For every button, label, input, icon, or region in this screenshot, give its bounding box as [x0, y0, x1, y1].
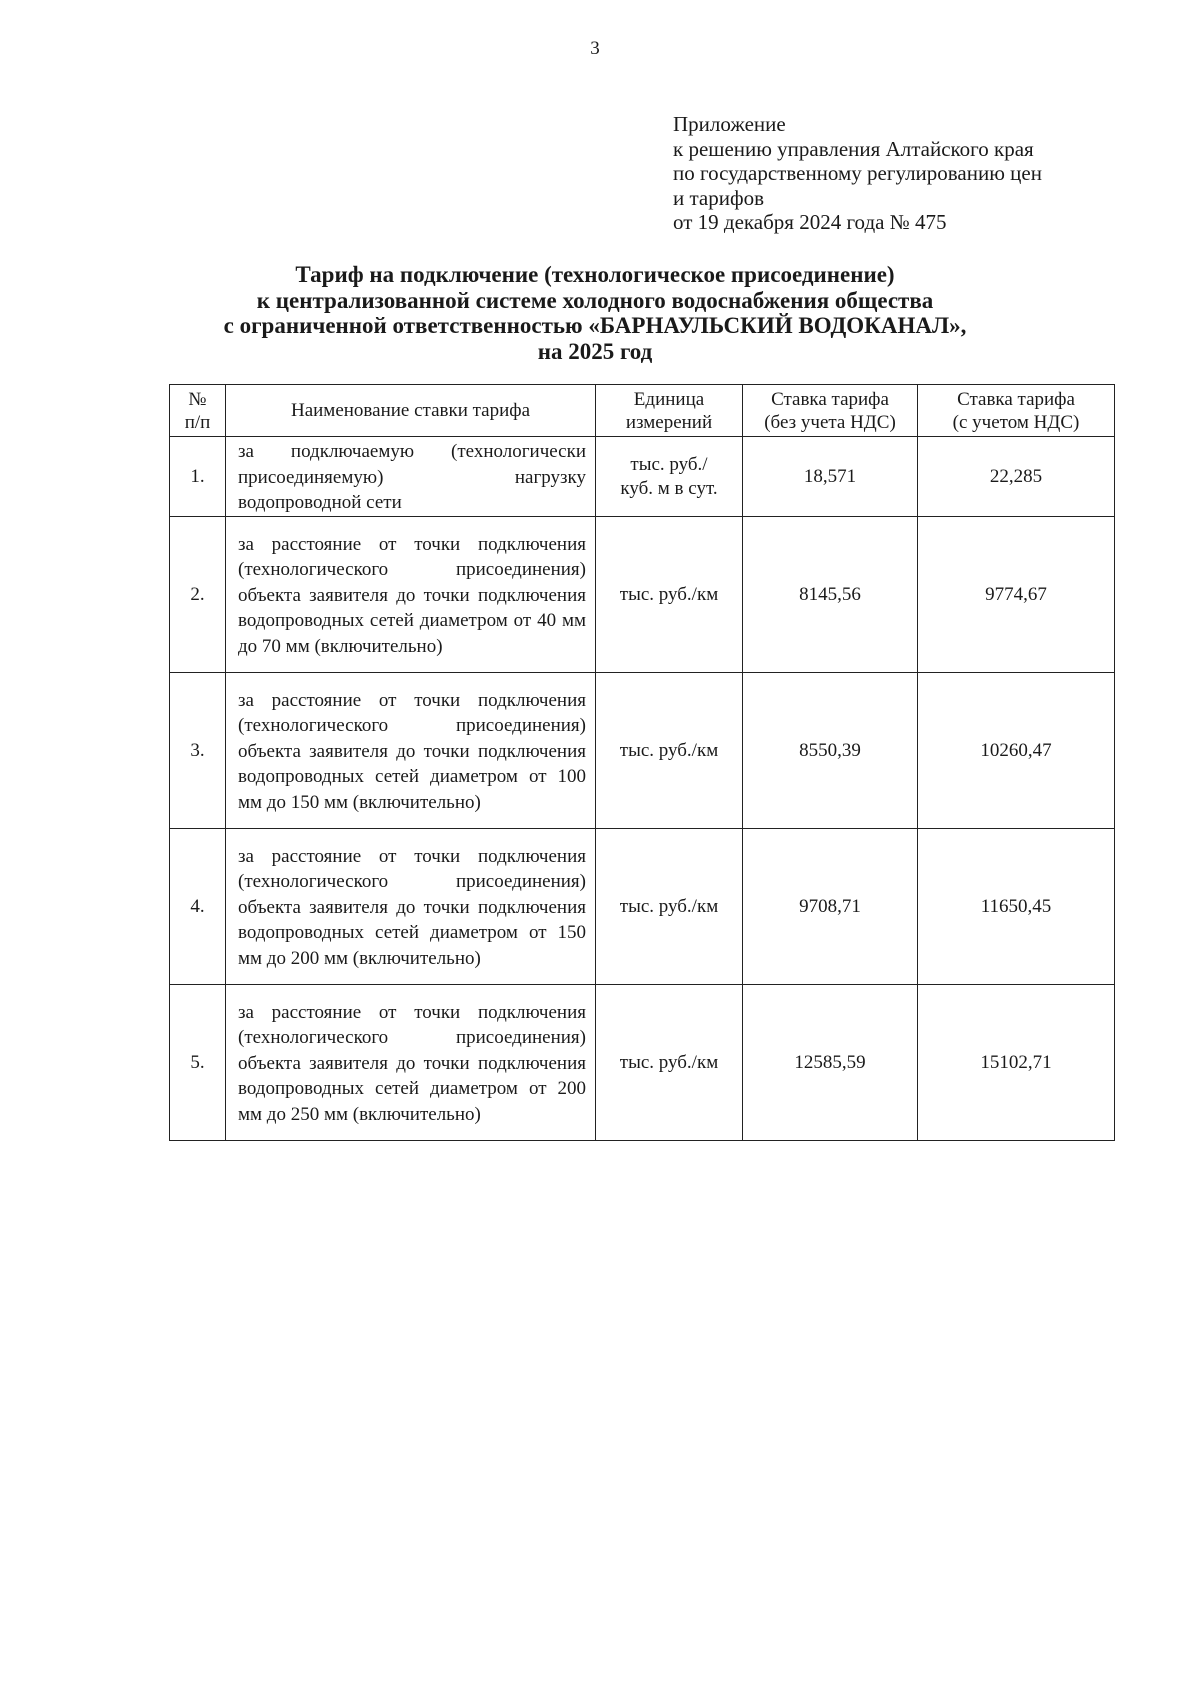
row-unit: тыс. руб./км [596, 829, 743, 985]
row-rate-no-vat: 9708,71 [743, 829, 918, 985]
table-row [170, 517, 1115, 673]
table-row [170, 673, 1115, 829]
appendix-line: от 19 декабря 2024 года № 475 [673, 210, 947, 234]
table-row [170, 985, 1115, 1141]
row-unit: тыс. руб./км [596, 985, 743, 1141]
row-name: за подключаемую (технологически присоединяемую) нагрузку водопроводной сети [226, 437, 596, 517]
row-num: 5. [170, 985, 226, 1141]
row-rate-no-vat: 12585,59 [743, 985, 918, 1141]
row-rate-no-vat: 8550,39 [743, 673, 918, 829]
row-name: за расстояние от точки подключения (технологического присоединения) объекта заявителя до точки подключения водопроводных сетей диаметром от 150 мм до 200 мм (включительно) [226, 829, 596, 985]
appendix-line: к решению управления Алтайского края [673, 136, 1034, 161]
row-rate-no-vat: 18,571 [743, 437, 918, 517]
header-num: № п/п [170, 385, 226, 437]
appendix-line: по государственному регулированию цен [673, 161, 1042, 185]
row-rate-vat: 15102,71 [918, 985, 1115, 1141]
header-name: Наименование ставки тарифа [226, 385, 596, 437]
row-num: 4. [170, 829, 226, 985]
header-unit: Единица измерений [596, 385, 743, 437]
row-num: 2. [170, 517, 226, 673]
row-num: 3. [170, 673, 226, 829]
row-unit: тыс. руб./км [596, 517, 743, 673]
row-rate-vat: 10260,47 [918, 673, 1115, 829]
appendix-line: Приложение [673, 112, 786, 136]
header-rate-no-vat: Ставка тарифа (без учета НДС) [743, 385, 918, 437]
row-name: за расстояние от точки подключения (технологического присоединения) объекта заявителя до точки подключения водопроводных сетей диаметром от 40 мм до 70 мм (включительно) [226, 517, 596, 673]
tariff-table [169, 384, 1115, 1141]
row-rate-vat: 9774,67 [918, 517, 1115, 673]
title-line: к централизованной системе холодного водоснабжения общества [256, 287, 934, 313]
table-row [170, 829, 1115, 985]
row-name: за расстояние от точки подключения (технологического присоединения) объекта заявителя до точки подключения водопроводных сетей диаметром от 200 мм до 250 мм (включительно) [226, 985, 596, 1141]
title-line: на 2025 год [537, 338, 653, 364]
appendix-block [673, 112, 1042, 235]
table-header-row [170, 385, 1115, 437]
document-title [0, 262, 1190, 364]
row-name: за расстояние от точки подключения (технологического присоединения) объекта заявителя до точки подключения водопроводных сетей диаметром от 100 мм до 150 мм (включительно) [226, 673, 596, 829]
page-number: 3 [590, 38, 600, 59]
row-unit: тыс. руб./км [596, 673, 743, 829]
row-rate-vat: 11650,45 [918, 829, 1115, 985]
header-rate-vat: Ставка тарифа (с учетом НДС) [918, 385, 1115, 437]
title-line: Тариф на подключение (технологическое присоединение) [295, 262, 895, 287]
title-line: с ограниченной ответственностью «БАРНАУЛЬСКИЙ ВОДОКАНАЛ», [223, 313, 967, 338]
row-rate-no-vat: 8145,56 [743, 517, 918, 673]
row-num: 1. [170, 437, 226, 517]
row-rate-vat: 22,285 [918, 437, 1115, 517]
row-unit: тыс. руб./ куб. м в сут. [596, 437, 743, 517]
table-row [170, 437, 1115, 517]
appendix-line: и тарифов [673, 185, 765, 210]
